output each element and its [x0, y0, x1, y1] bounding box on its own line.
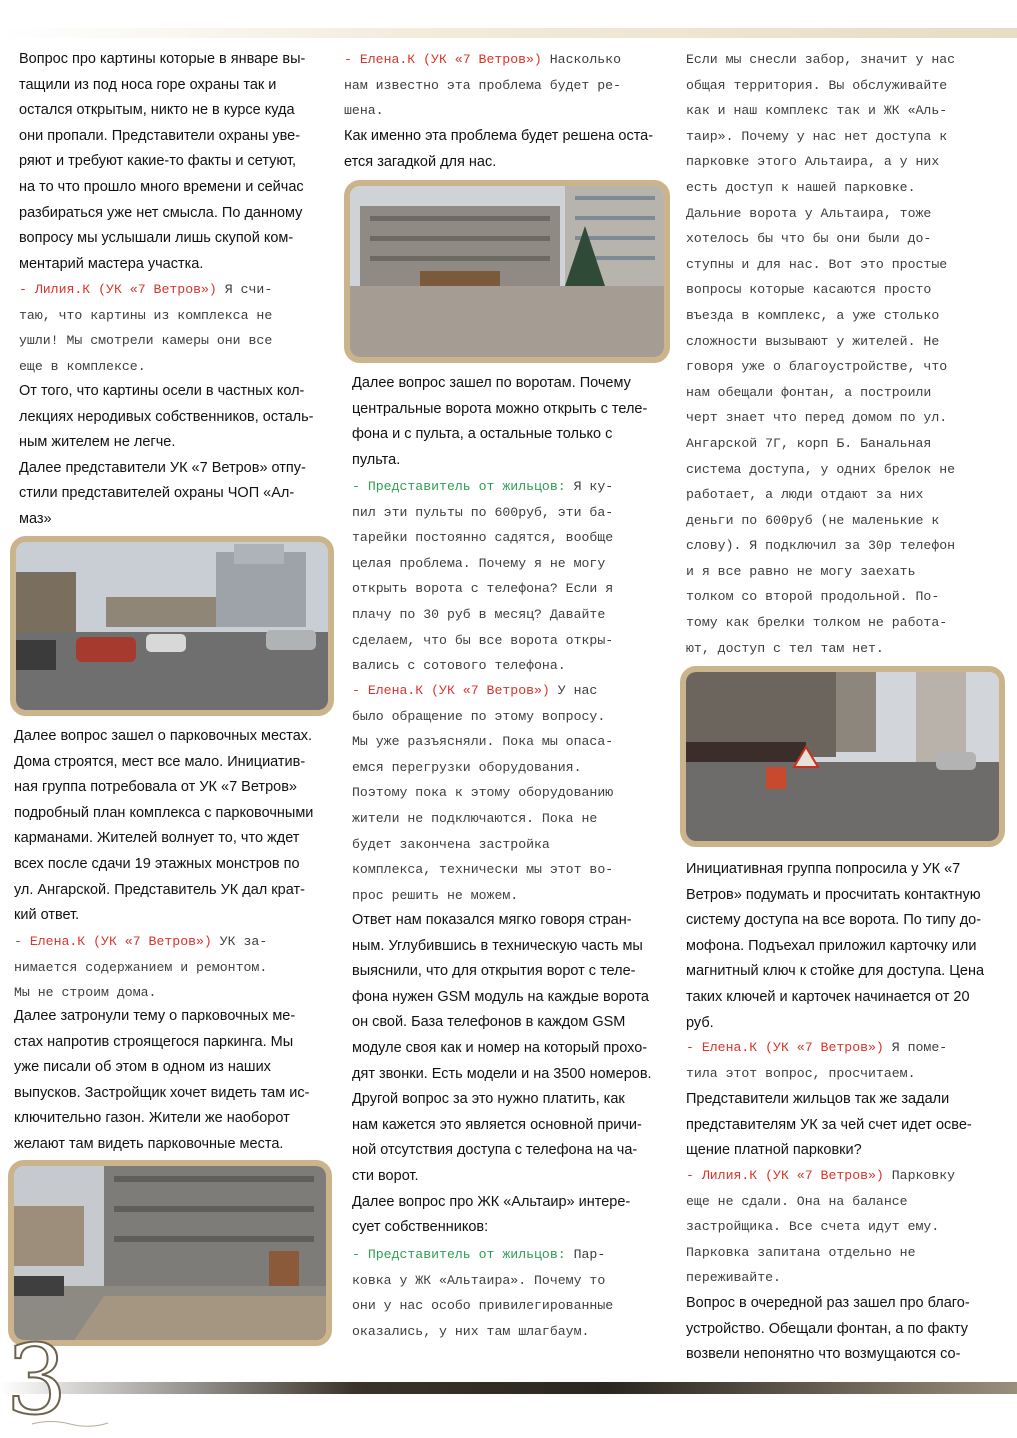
line-text: остался открытым, никто не в курсе куда: [19, 102, 295, 119]
line-text: руб.: [686, 1014, 714, 1031]
line-text: черт знает что перед домом по ул.: [686, 410, 948, 426]
line-text: емся перегрузки оборудования.: [352, 759, 582, 775]
line-text: будет закончена застройка: [352, 836, 550, 852]
line-text: нам кажется это является основной причи-: [352, 1116, 642, 1133]
c3-quote-3: [686, 1163, 1008, 1291]
text-line: [344, 150, 679, 176]
text-line: [686, 1163, 1008, 1189]
text-line: [686, 1138, 1008, 1164]
line-text: фона нужен GSM модуль на каждые ворота: [352, 988, 649, 1005]
line-text: пил эти пульты по 600руб, эти ба-: [352, 504, 614, 520]
line-text: они пропали. Представители охраны уве-: [19, 127, 301, 144]
line-text: Представители жильцов так же задали: [686, 1091, 950, 1107]
line-text: карманами. Жителей волнует то, что ждет: [14, 830, 300, 847]
text-line: [19, 354, 329, 380]
line-text: ковка у ЖК «Альтаира». Почему то: [352, 1272, 606, 1288]
line-text: сует собственников:: [352, 1219, 489, 1236]
line-text: еще в комплексе.: [19, 358, 146, 374]
line-text: УК за-: [211, 934, 268, 949]
text-line: [352, 448, 682, 474]
text-line: [686, 610, 1008, 636]
text-line: [19, 430, 329, 456]
line-text: Дома строятся, мест все мало. Инициатив-: [14, 753, 306, 770]
line-text: кий ответ.: [14, 907, 80, 924]
speaker-label: - Представитель от жильцов:: [352, 479, 566, 494]
text-line: [686, 175, 1008, 201]
text-line: [686, 1035, 1008, 1061]
speaker-label: - Представитель от жильцов:: [352, 1247, 566, 1262]
text-line: [352, 780, 682, 806]
line-text: и я все равно не могу заехать: [686, 563, 916, 579]
text-line: [352, 959, 682, 985]
photo-parking-lot: [10, 536, 334, 716]
line-text: жители не подключаются. Пока не: [352, 810, 598, 826]
text-line: [686, 329, 1008, 355]
line-text: дят звонки. Есть модели и на 3500 номеров.: [352, 1065, 652, 1082]
text-line: [686, 431, 1008, 457]
line-text: ным. Углубившись в техническую часть мы: [352, 937, 643, 954]
line-text: Мы уже разъясняли. Пока мы опаса-: [352, 734, 614, 750]
text-line: [14, 878, 332, 904]
text-line: [344, 98, 679, 124]
line-text: было обращение по этому вопросу.: [352, 708, 606, 724]
line-text: ная группа потребовала от УК «7 Ветров»: [14, 779, 297, 796]
text-line: [344, 73, 679, 99]
text-line: [352, 1215, 682, 1241]
line-text: ным жителем не легче.: [19, 434, 176, 451]
text-line: [352, 1242, 682, 1268]
line-text: шена.: [344, 103, 384, 119]
line-text: ушли! Мы смотрели камеры они все: [19, 333, 273, 349]
line-text: толком со второй продольной. По-: [686, 589, 940, 605]
text-line: [14, 750, 332, 776]
text-line: [352, 1319, 682, 1345]
text-line: [14, 1030, 332, 1056]
text-line: [686, 73, 1008, 99]
c1-quote-2: [14, 929, 332, 1006]
text-line: [686, 1265, 1008, 1291]
text-line: [686, 1113, 1008, 1139]
text-line: [686, 636, 1008, 662]
line-text: представителям УК за чей счет идет осве-: [686, 1116, 972, 1133]
photo-courtyard: [344, 180, 670, 363]
text-line: [19, 277, 329, 303]
text-line: [686, 508, 1008, 534]
line-text: ется загадкой для нас.: [344, 153, 497, 170]
line-text: От того, что картины осели в частных кол-: [19, 383, 305, 399]
text-line: [344, 124, 679, 150]
c3-paragraph-1: [686, 857, 1008, 1036]
text-line: [352, 1062, 682, 1088]
text-line: [19, 175, 329, 201]
line-text: У нас: [549, 683, 598, 698]
line-text: Я счи-: [216, 282, 273, 297]
text-line: [352, 704, 682, 730]
line-text: ряют и требуют какие-то факты и сетуют,: [19, 153, 297, 170]
line-text: он свой. База телефонов в каждом GSM: [352, 1014, 626, 1031]
text-line: [19, 456, 329, 482]
text-line: [686, 908, 1008, 934]
text-line: [686, 1189, 1008, 1215]
text-line: [344, 47, 679, 73]
line-text: застройщика. Все счета идут ему.: [686, 1219, 940, 1235]
line-text: переживайте.: [686, 1270, 781, 1286]
text-line: [686, 1214, 1008, 1240]
text-line: [14, 801, 332, 827]
c1-paragraph-4: [14, 1004, 332, 1158]
c2-quote-3: [352, 678, 682, 908]
line-text: тила этот вопрос, просчитаем.: [686, 1065, 916, 1081]
speaker-label: - Лилия.К (УК «7 Ветров»): [686, 1168, 884, 1183]
line-text: ключительно газон. Жители же наоборот: [14, 1110, 290, 1127]
text-line: [686, 959, 1008, 985]
speaker-label: - Елена.К (УК «7 Ветров»): [352, 683, 550, 698]
line-text: Ангарской 7Г, корп Б. Банальная: [686, 435, 932, 451]
line-text: Насколько: [541, 52, 621, 67]
text-line: [686, 857, 1008, 883]
line-text: систему доступа на все ворота. По типу до-: [686, 912, 982, 929]
line-text: сделаем, что бы все ворота откры-: [352, 632, 614, 648]
text-line: [352, 755, 682, 781]
line-text: целая проблема. Почему я не могу: [352, 555, 606, 571]
line-text: Я поме-: [883, 1040, 948, 1055]
line-text: возвели непонятно что возмущаются со-: [686, 1346, 961, 1363]
text-line: [352, 857, 682, 883]
line-text: маз»: [19, 510, 52, 527]
line-text: стили представителей охраны ЧОП «Ал-: [19, 485, 295, 502]
text-line: [352, 729, 682, 755]
line-text: уже писали об этом в одном из наших: [14, 1059, 271, 1076]
speaker-label: - Елена.К (УК «7 Ветров»): [686, 1040, 884, 1055]
c2-paragraph-1: [344, 124, 679, 175]
text-line: [686, 201, 1008, 227]
line-text: говоря уже о благоустройстве, что: [686, 359, 948, 375]
text-line: [19, 201, 329, 227]
text-line: [352, 371, 682, 397]
c1-paragraph-2: [19, 379, 329, 533]
text-line: [352, 525, 682, 551]
line-text: всех после сдачи 19 этажных монстров по: [14, 855, 300, 872]
c2-quote-4: [352, 1242, 682, 1344]
text-line: [14, 826, 332, 852]
line-text: работает, а люди отдают за них: [686, 487, 924, 503]
c1-paragraph-1: [19, 47, 329, 277]
c3-paragraph-2: [686, 1087, 1008, 1164]
line-text: тащили из под носа горе охраны так и: [19, 76, 277, 93]
text-line: [352, 653, 682, 679]
line-text: вопросы которые касаются просто: [686, 282, 932, 298]
line-text: Далее вопрос зашел по воротам. Почему: [352, 375, 631, 391]
text-line: [686, 883, 1008, 909]
line-text: общая территория. Вы обслуживайте: [686, 77, 948, 93]
line-text: Я ку-: [565, 479, 614, 494]
text-line: [14, 980, 332, 1006]
line-text: таир». Почему у нас нет доступа к: [686, 128, 948, 144]
text-line: [686, 985, 1008, 1011]
text-line: [352, 883, 682, 909]
text-line: [352, 985, 682, 1011]
line-text: ют, доступ с тел там нет.: [686, 640, 884, 656]
line-text: выпусков. Застройщик хочет видеть там ис-: [14, 1084, 310, 1101]
speaker-label: - Елена.К (УК «7 Ветров»): [14, 934, 212, 949]
line-text: центральные ворота можно открыть с теле-: [352, 400, 648, 417]
line-text: Вопрос в очередной раз зашел про благо-: [686, 1295, 970, 1311]
line-text: сложности вызывают у жителей. Не: [686, 333, 940, 349]
text-line: [352, 1138, 682, 1164]
text-line: [14, 1106, 332, 1132]
line-text: они у нас особо привилегированные: [352, 1298, 614, 1314]
line-text: Ветров» подумать и просчитать контактную: [686, 886, 981, 903]
line-text: прос решить не можем.: [352, 887, 519, 903]
text-line: [19, 328, 329, 354]
text-line: [352, 1293, 682, 1319]
text-line: [19, 98, 329, 124]
line-text: плачу по 30 руб в месяц? Давайте: [352, 606, 606, 622]
bottom-decor-bar: [0, 1382, 1017, 1394]
line-text: тому как брелки толком не работа-: [686, 615, 948, 631]
text-line: [686, 98, 1008, 124]
text-line: [686, 354, 1008, 380]
text-line: [352, 628, 682, 654]
line-text: Поэтому пока к этому оборудованию: [352, 785, 614, 801]
line-text: нам обещали фонтан, а построили: [686, 384, 932, 400]
line-text: устройство. Обещали фонтан, а по факту: [686, 1320, 969, 1337]
line-text: таю, что картины из комплекса не: [19, 307, 273, 323]
line-text: Пар-: [565, 1247, 606, 1262]
line-text: подробный план комплекса с парковочными: [14, 804, 314, 821]
text-line: [352, 1190, 682, 1216]
line-text: слову). Я подключил за 30р телефон: [686, 538, 956, 554]
line-text: Далее вопрос зашел о парковочных местах.: [14, 728, 313, 744]
text-line: [352, 422, 682, 448]
text-line: [352, 1087, 682, 1113]
text-line: [686, 482, 1008, 508]
c2-quote-1: [344, 47, 679, 124]
speaker-label: - Елена.К (УК «7 Ветров»): [344, 52, 542, 67]
line-text: Другой вопрос за это нужно платить, как: [352, 1091, 625, 1108]
text-line: [686, 1240, 1008, 1266]
text-line: [686, 252, 1008, 278]
text-line: [14, 1055, 332, 1081]
text-line: [352, 1113, 682, 1139]
text-line: [352, 397, 682, 423]
text-line: [14, 955, 332, 981]
line-text: Вопрос про картины которые в январе вы-: [19, 51, 306, 67]
text-line: [686, 1317, 1008, 1343]
text-line: [686, 457, 1008, 483]
text-line: [352, 474, 682, 500]
text-line: [14, 852, 332, 878]
text-line: [686, 1011, 1008, 1037]
line-text: ной отсутствия доступа с телефона на ча-: [352, 1142, 638, 1159]
text-line: [19, 226, 329, 252]
line-text: въезда в комплекс, а уже столько: [686, 307, 940, 323]
text-line: [686, 303, 1008, 329]
photo-construction-building: [8, 1160, 332, 1346]
line-text: Если мы снесли забор, значит у нас: [686, 52, 956, 67]
line-text: модуле своя как и номер на который прохо-: [352, 1039, 648, 1056]
text-line: [19, 405, 329, 431]
c2-quote-2: [352, 474, 682, 679]
line-text: открыть ворота с телефона? Если я: [352, 581, 614, 597]
text-line: [686, 1291, 1008, 1317]
line-text: Как именно эта проблема будет решена оста-: [344, 128, 654, 144]
line-text: Далее вопрос про ЖК «Альтаир» интере-: [352, 1193, 631, 1210]
line-text: ул. Ангарской. Представитель УК дал крат-: [14, 881, 305, 898]
speaker-label: - Лилия.К (УК «7 Ветров»): [19, 282, 217, 297]
c1-paragraph-3: [14, 724, 332, 929]
text-line: [686, 559, 1008, 585]
text-line: [14, 775, 332, 801]
text-line: [686, 533, 1008, 559]
line-text: Парковку: [883, 1168, 956, 1183]
line-text: оказались, у них там шлагбаум.: [352, 1323, 590, 1339]
line-text: стах напротив строящегося паркинга. Мы: [14, 1033, 294, 1050]
text-line: [352, 1036, 682, 1062]
line-text: таких ключей и карточек начинается от 20: [686, 988, 970, 1005]
line-text: Парковка запитана отдельно не: [686, 1244, 916, 1260]
text-line: [686, 934, 1008, 960]
line-text: комплекса, технически мы этот во-: [352, 862, 614, 878]
line-text: лекциях неродивых собственников, осталь-: [19, 408, 314, 425]
line-text: на то что прошло много времени и сейчас: [19, 178, 304, 195]
line-text: Мы не строим дома.: [14, 985, 157, 1001]
text-line: [19, 149, 329, 175]
text-line: [14, 1081, 332, 1107]
line-text: ступны и для нас. Вот это простые: [686, 256, 948, 272]
text-line: [352, 806, 682, 832]
c3-quote-2: [686, 1035, 1008, 1086]
line-text: магнитный ключ к стойке для доступа. Цена: [686, 963, 985, 980]
text-line: [352, 832, 682, 858]
line-text: выяснили, что для открытия ворот с теле-: [352, 963, 636, 980]
text-line: [352, 934, 682, 960]
text-line: [686, 226, 1008, 252]
text-line: [19, 507, 329, 533]
page-number: 3: [6, 1324, 68, 1436]
line-text: нимается содержанием и ремонтом.: [14, 959, 268, 975]
line-text: еще не сдали. Она на балансе: [686, 1193, 908, 1209]
line-text: вопросу мы услышали лишь скупой ком-: [19, 230, 294, 247]
text-line: [686, 405, 1008, 431]
text-line: [686, 47, 1008, 73]
line-text: Инициативная группа попросила у УК «7: [686, 861, 961, 877]
line-text: мофона. Подъехал приложил карточку или: [686, 937, 977, 954]
text-line: [686, 380, 1008, 406]
text-line: [352, 908, 682, 934]
line-text: пульта.: [352, 451, 401, 468]
line-text: желают там видеть парковочные места.: [14, 1135, 284, 1152]
text-line: [19, 73, 329, 99]
line-text: Дальние ворота у Альтаира, тоже: [686, 205, 932, 221]
text-line: [686, 149, 1008, 175]
c3-quote-1: [686, 47, 1008, 661]
text-line: [14, 1132, 332, 1158]
line-text: ментарий мастера участка.: [19, 255, 204, 272]
text-line: [19, 481, 329, 507]
line-text: Ответ нам показался мягко говоря стран-: [352, 912, 632, 928]
text-line: [686, 1342, 1008, 1368]
line-text: как и наш комплекс так и ЖК «Аль-: [686, 103, 948, 119]
text-line: [686, 1061, 1008, 1087]
text-line: [14, 1004, 332, 1030]
c1-quote-1: [19, 277, 329, 379]
top-decor-bar: [0, 28, 1017, 38]
line-text: хотелось бы что бы они были до-: [686, 231, 932, 247]
text-line: [686, 584, 1008, 610]
line-text: нам известно эта проблема будет ре-: [344, 77, 621, 93]
text-line: [19, 379, 329, 405]
line-text: есть доступ к нашей парковке.: [686, 179, 916, 195]
text-line: [352, 1164, 682, 1190]
text-line: [686, 1087, 1008, 1113]
text-line: [352, 678, 682, 704]
line-text: тарейки постоянно садятся, вообще: [352, 530, 614, 546]
text-line: [352, 576, 682, 602]
line-text: деньги по 600руб (не маленькие к: [686, 512, 940, 528]
line-text: фона и с пульта, а остальные только с: [352, 426, 613, 443]
text-line: [352, 1268, 682, 1294]
text-line: [14, 929, 332, 955]
text-line: [19, 124, 329, 150]
photo-barrier-gate: [680, 666, 1005, 847]
page-flourish: [30, 1418, 110, 1428]
text-line: [352, 500, 682, 526]
text-line: [352, 602, 682, 628]
line-text: Далее представители УК «7 Ветров» отпу-: [19, 459, 306, 476]
line-text: Далее затронули тему о парковочных ме-: [14, 1008, 296, 1024]
text-line: [352, 551, 682, 577]
text-line: [14, 903, 332, 929]
line-text: парковке этого Альтаира, а у них: [686, 154, 940, 170]
line-text: щение платной парковки?: [686, 1142, 862, 1159]
c2-paragraph-3: [352, 908, 682, 1241]
c2-paragraph-2: [352, 371, 682, 473]
text-line: [19, 252, 329, 278]
line-text: система доступа, у одних брелок не: [686, 461, 956, 477]
text-line: [14, 724, 332, 750]
text-line: [19, 303, 329, 329]
text-line: [686, 277, 1008, 303]
text-line: [19, 47, 329, 73]
text-line: [686, 124, 1008, 150]
line-text: разбираться уже нет смысла. По данному: [19, 204, 303, 221]
c3-paragraph-3: [686, 1291, 1008, 1368]
line-text: вались с сотового телефона.: [352, 658, 566, 674]
line-text: сти ворот.: [352, 1167, 419, 1184]
text-line: [352, 1010, 682, 1036]
